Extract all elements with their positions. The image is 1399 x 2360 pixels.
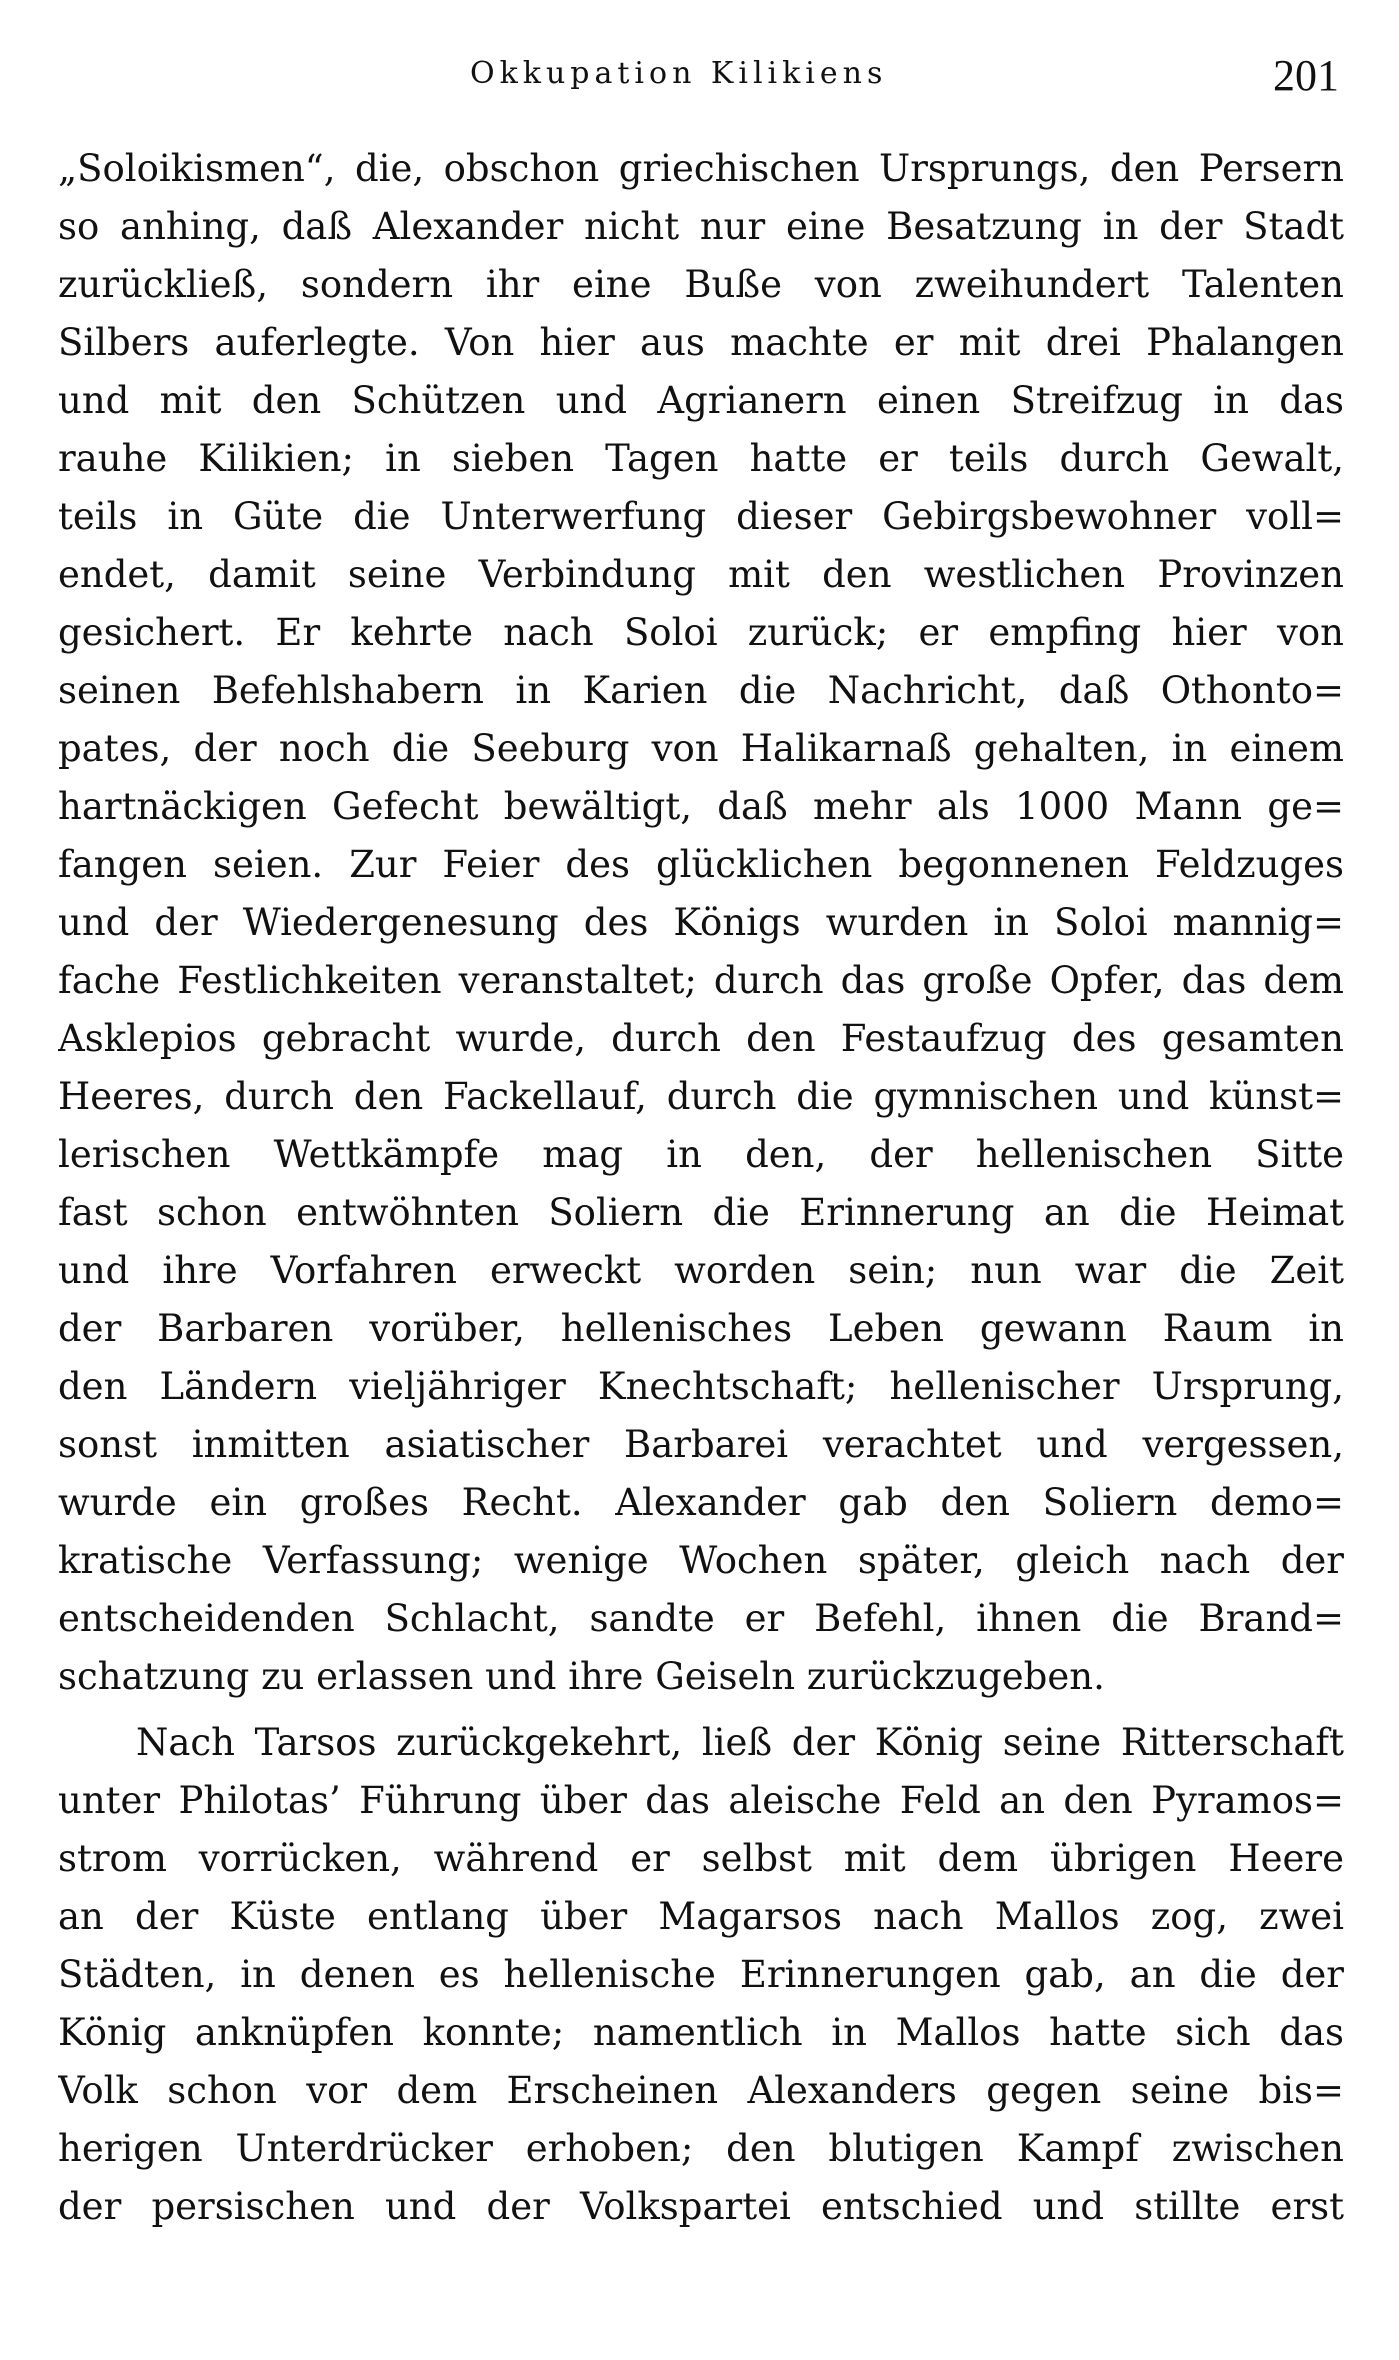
text-line: zurückließ, sondern ihr eine Buße von zweihundert Talenten <box>58 263 1344 306</box>
text-line: der Barbaren vorüber, hellenisches Leben gewann Raum in <box>58 1307 1344 1350</box>
text-line: entscheidenden Schlacht, sandte er Befehl, ihnen die Brand= <box>58 1597 1344 1640</box>
text-line: endet, damit seine Verbindung mit den westlichen Provinzen <box>58 553 1344 596</box>
running-head <box>0 50 1399 110</box>
text-line: pates, der noch die Seeburg von Halikarnaß gehalten, in einem <box>58 727 1344 770</box>
body-text <box>58 140 1344 2236</box>
text-line: strom vorrücken, während er selbst mit dem übrigen Heere <box>58 1837 1344 1880</box>
text-line: hartnäckigen Gefecht bewältigt, daß mehr als 1000 Mann ge= <box>58 785 1344 828</box>
page-number: 201 <box>1273 51 1339 100</box>
text-line: fache Festlichkeiten veranstaltet; durch das große Opfer, das dem <box>58 959 1344 1002</box>
text-line: kratische Verfassung; wenige Wochen später, gleich nach der <box>58 1539 1344 1582</box>
text-line: fast schon entwöhnten Soliern die Erinnerung an die Heimat <box>58 1191 1344 1234</box>
text-line: Städten, in denen es hellenische Erinnerungen gab, an die der <box>58 1953 1344 1996</box>
paragraph-1 <box>58 140 1344 1706</box>
text-line: den Ländern vieljähriger Knechtschaft; hellenischer Ursprung, <box>58 1365 1344 1408</box>
text-line: und der Wiedergenesung des Königs wurden in Soloi mannig= <box>58 901 1344 944</box>
text-line: seinen Befehlshabern in Karien die Nachricht, daß Othonto= <box>58 669 1344 712</box>
text-line: fangen seien. Zur Feier des glücklichen begonnenen Feldzuges <box>58 843 1344 886</box>
paragraph-gap <box>58 1706 1344 1714</box>
running-title: Okkupation Kilikiens <box>470 56 888 91</box>
text-line: schatzung zu erlassen und ihre Geiseln zurückzugeben. <box>58 1655 1105 1698</box>
text-line: rauhe Kilikien; in sieben Tagen hatte er teils durch Gewalt, <box>58 437 1344 480</box>
text-line: Heeres, durch den Fackellauf, durch die gymnischen und künst= <box>58 1075 1344 1118</box>
text-line: lerischen Wettkämpfe mag in den, der hellenischen Sitte <box>58 1133 1344 1176</box>
text-line: wurde ein großes Recht. Alexander gab den Soliern demo= <box>58 1481 1344 1524</box>
text-line: so anhing, daß Alexander nicht nur eine Besatzung in der Stadt <box>58 205 1344 248</box>
text-line: und mit den Schützen und Agrianern einen Streifzug in das <box>58 379 1344 422</box>
text-line: Silbers auferlegte. Von hier aus machte er mit drei Phalangen <box>58 321 1344 364</box>
text-line: Asklepios gebracht wurde, durch den Festaufzug des gesamten <box>58 1017 1344 1060</box>
text-line: „Soloikismen“, die, obschon griechischen Ursprungs, den Persern <box>58 147 1344 190</box>
text-line: herigen Unterdrücker erhoben; den blutigen Kampf zwischen <box>58 2127 1344 2170</box>
text-line: teils in Güte die Unterwerfung dieser Gebirgsbewohner voll= <box>58 495 1344 538</box>
text-line: gesichert. Er kehrte nach Soloi zurück; er empfing hier von <box>58 611 1344 654</box>
text-line: Nach Tarsos zurückgekehrt, ließ der König seine Ritterschaft <box>136 1721 1344 1764</box>
text-line: sonst inmitten asiatischer Barbarei verachtet und vergessen, <box>58 1423 1344 1466</box>
text-line: unter Philotas’ Führung über das aleische Feld an den Pyramos= <box>58 1779 1344 1822</box>
text-line: der persischen und der Volkspartei entschied und stillte erst <box>58 2185 1344 2228</box>
text-line: Volk schon vor dem Erscheinen Alexanders gegen seine bis= <box>58 2069 1344 2112</box>
text-line: an der Küste entlang über Magarsos nach Mallos zog, zwei <box>58 1895 1344 1938</box>
text-line: König anknüpfen konnte; namentlich in Mallos hatte sich das <box>58 2011 1344 2054</box>
paragraph-2 <box>58 1714 1344 2236</box>
text-line: und ihre Vorfahren erweckt worden sein; nun war die Zeit <box>58 1249 1344 1292</box>
